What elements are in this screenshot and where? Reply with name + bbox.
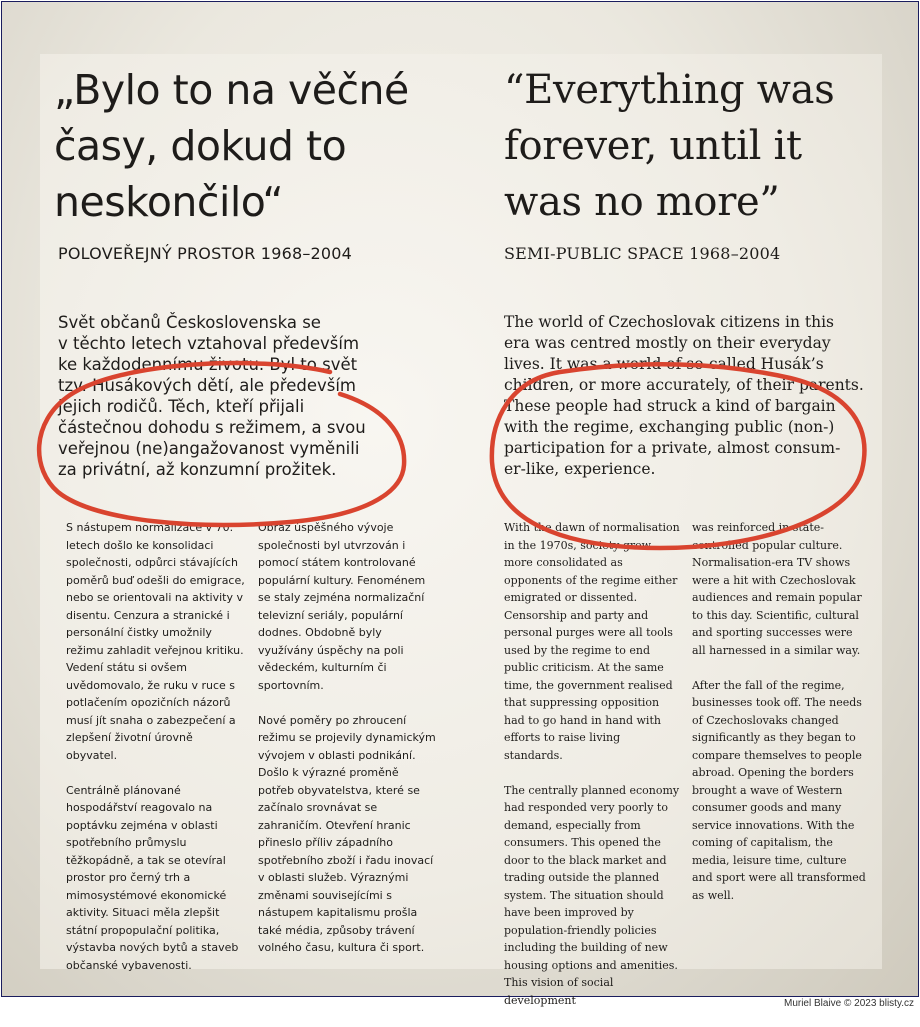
czech-lead-line: tzv. Husákových dětí, ale především: [58, 376, 356, 395]
czech-title-line: časy, dokud to: [54, 122, 347, 170]
czech-title-line: neskončilo“: [54, 178, 284, 226]
czech-body-column-1: [66, 519, 246, 992]
body-paragraph: Centrálně plánované hospodářství reagovalo na poptávku zejména v oblasti spotřebního průmyslu těžkopádně, a tak se otevíral prostor pro černý trh a mimosystémové ekonomické aktivity. Situaci měla zlepšit státní propopulační politika, výstavba nových bytů a staveb občanské vybavenosti.: [66, 783, 239, 972]
photo-credit: Muriel Blaive © 2023 blisty.cz: [783, 998, 914, 1009]
english-body-column-1: [504, 519, 682, 1027]
english-lead-line: er-like, experience.: [504, 460, 656, 478]
body-paragraph: was reinforced in state-controlled popular culture. Normalisation-era TV shows were a hit with Czechoslovak audiences and remain popular to this day. Scientific, cultural and sporting successes were all harnessed in a similar way.: [692, 521, 862, 657]
body-paragraph: The centrally planned economy had responded very poorly to demand, especially from consumers. This opened the door to the black market and trading outside the planned system. The situation should have been improved by population-friendly policies including the building of new housing options and amenities. This vision of social development: [504, 783, 680, 1007]
english-lead-line: lives. It was a world of so-called Husák’s: [504, 355, 824, 373]
english-title: [504, 62, 894, 230]
english-lead-paragraph: [504, 312, 872, 480]
english-lead-line: These people had struck a kind of bargain: [504, 397, 836, 415]
english-lead-line: with the regime, exchanging public (non-): [504, 418, 835, 436]
body-paragraph: With the dawn of normalisation in the 1970s, society grew more consolidated as opponents of the regime either emigrated or dissented. Censorship and party and personal purges were all tools used by the regime to end public criticism. At the same time, the government realised that suppressing opposition had to go hand in hand with efforts to raise living standards.: [504, 521, 680, 762]
english-lead-line: era was centred mostly on their everyday: [504, 334, 831, 352]
body-paragraph: After the fall of the regime, businesses took off. The needs of Czechoslovaks changed significantly as they began to compare themselves to people abroad. Opening the borders brought a wave of Western consumer goods and many service innovations. With the coming of capitalism, the media, leisure time, culture and sport were all transformed as well.: [692, 678, 866, 902]
czech-title: [54, 62, 434, 230]
czech-lead-line: Svět občanů Československa se: [58, 313, 321, 332]
czech-lead-line: ke každodennímu životu. Byl to svět: [58, 355, 358, 374]
czech-lead-line: v těchto letech vztahoval především: [58, 334, 360, 353]
english-lead-line: The world of Czechoslovak citizens in this: [504, 313, 835, 331]
english-title-line: was no more”: [504, 179, 780, 225]
body-paragraph: Obraz úspěšného vývoje společnosti byl utvrzován i pomocí státem kontrolované populární kultury. Fenoménem se staly zejména normalizační televizní seriály, populární dodnes. Obdobně byly využívány úspěchy na poli vědeckém, kulturním či sportovním.: [258, 521, 426, 692]
czech-lead-line: veřejnou (ne)angažovanost vyměnili: [58, 439, 360, 458]
english-lead-line: children, or more accurately, of their parents.: [504, 376, 864, 394]
czech-lead-paragraph: [58, 312, 390, 480]
english-title-line: forever, until it: [504, 123, 802, 169]
english-title-line: “Everything was: [504, 67, 835, 113]
czech-title-line: „Bylo to na věčné: [54, 66, 409, 114]
czech-subtitle: POLOVEŘEJNÝ PROSTOR 1968–2004: [58, 244, 353, 263]
czech-lead-line: částečnou dohodu s režimem, a svou: [58, 418, 366, 437]
czech-body-column-2: [258, 519, 438, 974]
czech-lead-line: za privátní, až konzumní prožitek.: [58, 460, 337, 479]
english-body-column-2: [692, 519, 868, 922]
body-paragraph: S nástupem normalizace v 70. letech došlo ke konsolidaci společnosti, odpůrci stávajících poměrů buď odešli do emigrace, nebo se orientovali na aktivity v disentu. Cenzura a stranické i personální čistky umožnily režimu zahladit veřejnou kritiku. Vedení státu si ovšem uvědomovalo, že ruku v ruce s potlačením opozičních názorů musí jít snaha o zabezpečení a zlepšení životní úrovně obyvatel.: [66, 521, 245, 762]
english-subtitle: SEMI-PUBLIC SPACE 1968–2004: [504, 244, 781, 263]
english-lead-line: participation for a private, almost consum-: [504, 439, 841, 457]
czech-lead-line: jejich rodičů. Těch, kteří přijali: [58, 397, 305, 416]
body-paragraph: Nové poměry po zhroucení režimu se projevily dynamickým vývojem v oblasti podnikání. Došlo k výrazné proměně potřeb obyvatelstva, které se začínalo srovnávat se zahraničím. Otevření hranic přineslo příliv západního spotřebního zboží i řadu inovací v oblasti služeb. Výraznými změnami souvisejícími s nástupem kapitalismu prošla také média, způsoby trávení volného času, kultura či sport.: [258, 713, 436, 954]
